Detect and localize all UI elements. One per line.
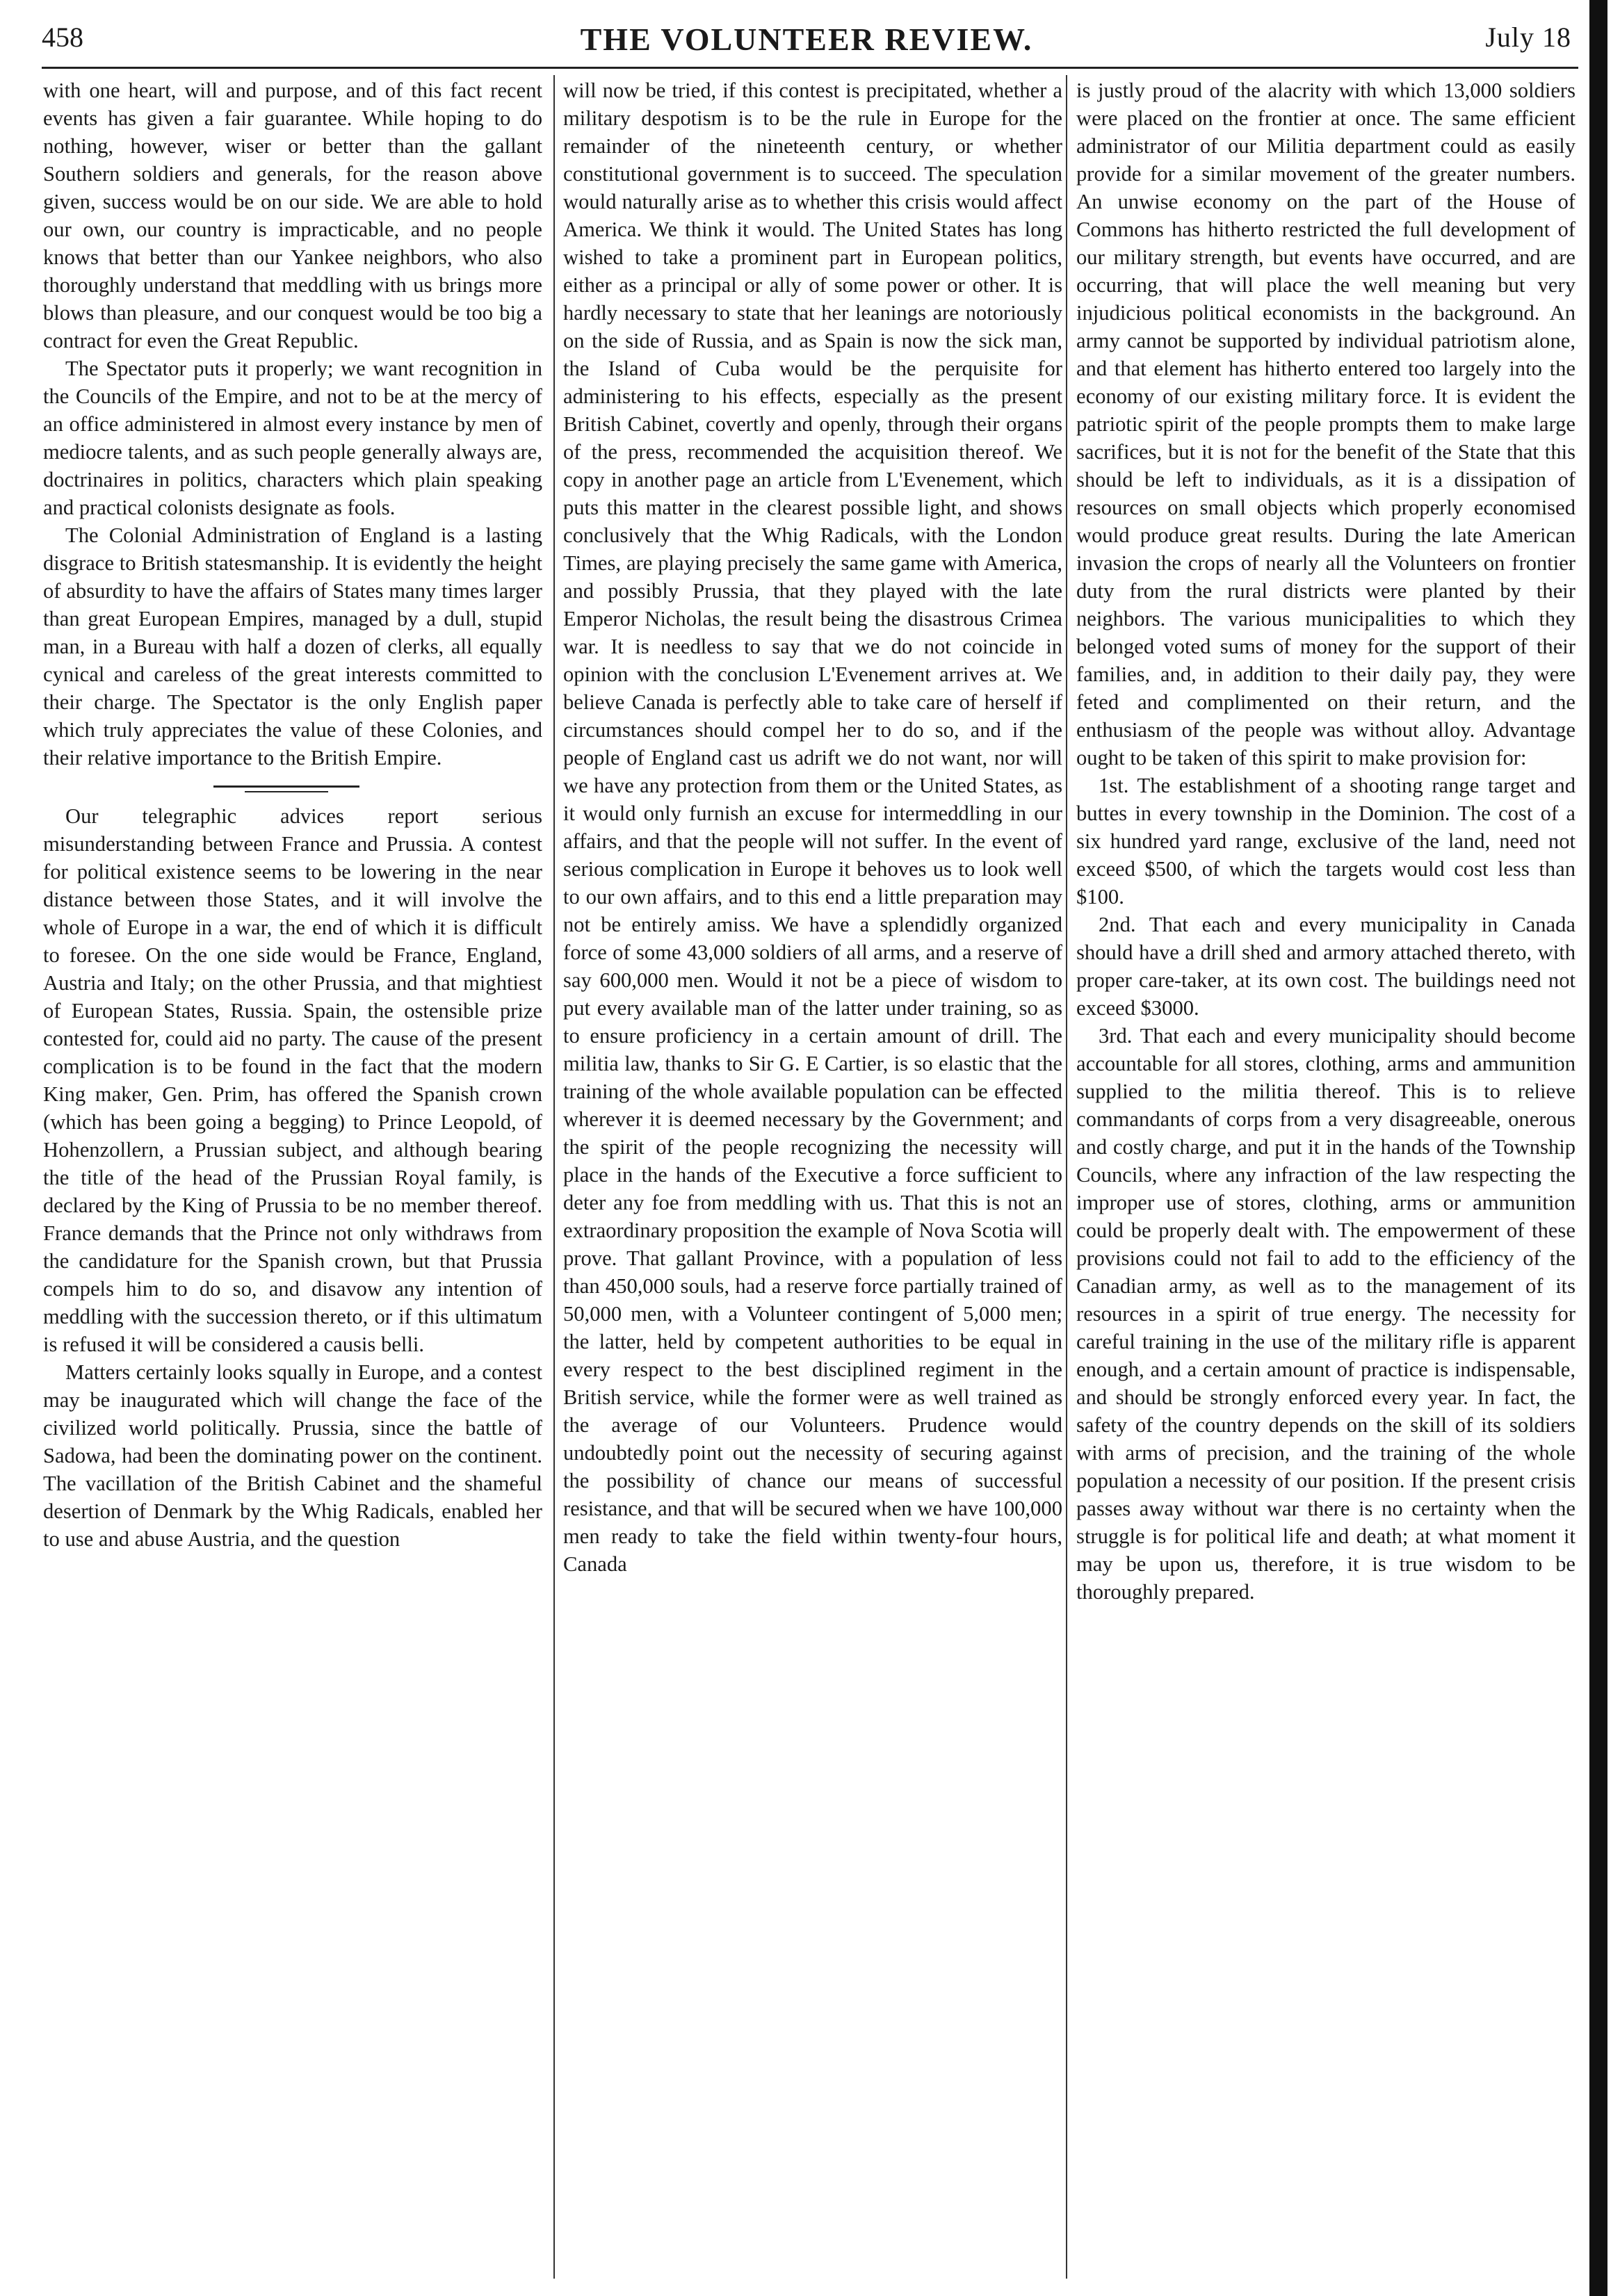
column-2 (563, 76, 1062, 2273)
article-paragraph: The Colonial Administration of England is a lasting disgrace to British statesmanship. It is evidently the height of absurdity to have the affairs of States many times larger than great European Empires, managed by a dull, stupid man, in a Bureau with half a dozen of clerks, all equally cynical and careless of the great interests committed to their charge. The Spectator is the only English paper which truly appreciates the value of these Colonies, and their relative importance to the British Empire. (43, 523, 542, 770)
column-1 (43, 76, 542, 2273)
list-item: 2nd. That each and every municipality in Canada should have a drill shed and armory attached thereto, with proper care-taker, at its own cost. The buildings need not exceed $3000. (1076, 913, 1576, 1020)
article-paragraph: will now be tried, if this contest is precipitated, whether a military despotism is to be the rule in Europe for the remainder of the nineteenth century, or whether constitutional government is to succeed. The speculation would naturally arise as to whether this crisis would affect America. We think it would. The United States has long wished to take a prominent part in European politics, either as a principal or ally of some power or other. It is hardly necessary to state that her leanings are notoriously on the side of Russia, and as Spain is now the sick man, the Island of Cuba would be the perquisite for administering to his effects, especially as the present British Cabinet, covertly and openly, through their organs of the press, recommended the acquisition thereof. We copy in another page an article from L'Evenement, which puts this matter in the clearest possible light, and shows conclusively that the Whig Radicals, with the London Times, are playing precisely the same game with America, and possibly Prussia, that they played with the late Emperor Nicholas, the result being the disastrous Crimea war. It is needless to say that we do not coincide in opinion with the conclusion L'Evenement arrives at. We believe Canada is perfectly able to take care of herself if circumstances should compel her to do so, and if the people of England cast us adrift we do not want, nor will we have any protection from them or the United States, as it would only furnish an excuse for intermeddling in our affairs, and that the people will not suffer. In the event of serious complication in Europe it behoves us to look well to our own affairs, and to this end a little preparation may not be entirely amiss. We have a splendidly organized force of some 43,000 soldiers of all arms, and a reserve of say 600,000 men. Would it not be a piece of wisdom to put every available man of the latter under training, so as to ensure proficiency in a certain amount of drill. The militia law, thanks to Sir G. E Cartier, is so elastic that the training of the whole available population can be effected wherever it is deemed necessary by the Government; and the spirit of the people recognizing the necessity will place in the hands of the Executive a force sufficient to deter any foe from meddling with us. That this is not an extraordinary proposition the example of Nova Scotia will prove. That gallant Province, with a population of less than 450,000 souls, had a reserve force partially trained of 50,000 men, with a Volunteer contingent of 5,000 men; the latter, held by competent authorities to be equal in every respect to the best disciplined regiment in the British service, while the former were as well trained as the average of our Volunteers. Prudence would undoubtedly point out the necessity of securing against the possibility of chance our means of successful resistance, and that will be secured when we have 100,000 men ready to take the field within twenty-four hours, Canada (563, 79, 1062, 1576)
article-paragraph: is justly proud of the alacrity with which 13,000 soldiers were placed on the frontier at once. The same efficient administrator of our Militia department could as easily provide for a similar movement of the greater numbers. An unwise economy on the part of the House of Commons has hitherto restricted the full development of our military strength, but events have occurred, and are occurring, that will place the well meaning but very injudicious political economists in the background. An army cannot be supported by individual patriotism alone, and that element has hitherto entered too largely into the economy of our existing military force. It is evident the patriotic spirit of the people prompts them to make large sacrifices, but it is not for the benefit of the State that this should be left to individuals, as it is a dissipation of resources on small objects which properly economised would produce great results. During the late American invasion the crops of nearly all the Volunteers on frontier duty from the rural districts were planted by their neighbors. The various municipalities to which they belonged voted sums of money for the support of their families, and, in addition to their daily pay, they were feted and complimented on their return, and the enthusiasm of the people was without alloy. Advantage ought to be taken of this spirit to make provision for: (1076, 79, 1576, 770)
article-paragraph: with one heart, will and purpose, and of this fact recent events has given a fair guarantee. While hoping to do nothing, however, wiser or better than the gallant Southern soldiers and generals, for the reason above given, success would be on our side. We are able to hold our own, our country is impracticable, and no people knows that better than our Yankee neighbors, who also thoroughly understand that meddling with us brings more blows than pleasure, and our conquest would be too big a contract for even the Great Republic. (43, 79, 542, 352)
article-paragraph: Matters certainly looks squally in Europe, and a contest may be inaugurated which will change the face of the civilized world politically. Prussia, since the battle of Sadowa, had been the dominating power on the continent. The vacillation of the British Cabinet and the shameful desertion of Denmark by the Whig Radicals, enabled her to use and abuse Austria, and the question (43, 1360, 542, 1551)
article-paragraph: The Spectator puts it properly; we want recognition in the Councils of the Empire, and not to be at the mercy of an office administered in almost every instance by men of mediocre talents, and as such people generally always are, doctrinaires in politics, characters which plain speaking and practical colonists designate as fools. (43, 357, 542, 519)
issue-date: July 18 (1485, 22, 1571, 53)
article-paragraph: Our telegraphic advices report serious misunderstanding between France and Prussia. A contest for political existence seems to be lowering in the near distance between those States, and it will involve the whole of Europe in a war, the end of which it is difficult to foresee. On the one side would be France, England, Austria and Italy; on the other Prussia, and that mightiest of European States, Russia. Spain, the ostensible prize contested for, could aid no party. The cause of the present complication is to be found in the fact that the modern King maker, Gen. Prim, has offered the Spanish crown (which has been going a begging) to Prince Leopold, of Hohenzollern, a Prussian subject, and although bearing the title of the head of the Prussian Royal family, is declared by the King of Prussia to be no member thereof. France demands that the Prince not only withdraws from the candidature for the Spanish crown, but that Prussia compels him to do so, and disavow any intention of meddling with the succession thereto, or if this ultimatum is refused it will be considered a causis belli. (43, 804, 542, 1356)
article-separator (43, 772, 542, 802)
list-item: 1st. The establishment of a shooting range target and buttes in every township in the Dominion. The cost of a six hundred yard range, exclusive of the land, need not exceed $500, of which the targets would cost less than $100. (1076, 774, 1576, 909)
publication-title: THE VOLUNTEER REVIEW. (580, 22, 1033, 57)
column-rule (553, 75, 555, 2279)
page-number: 458 (42, 22, 83, 53)
column-rule (1066, 75, 1067, 2279)
page-edge-shadow (1589, 0, 1607, 2296)
header-rule (42, 67, 1578, 69)
list-item: 3rd. That each and every municipality should become accountable for all stores, clothing, arms and ammunition supplied to the militia thereof. This is to relieve commandants of corps from a very disagreeable, onerous and costly charge, and put it in the hands of the Township Councils, where any infraction of the law respecting the improper use of stores, clothing, arms or ammunition could be properly dealt with. The empowerment of these provisions could not fail to add to the efficiency of the Canadian army, as well as to the management of its resources in a spirit of true energy. The necessity for careful training in the use of the military rifle is apparent enough, and a certain amount of practice is indispensable, and should be strongly enforced every year. In fact, the safety of the country depends on the skill of its soldiers with arms of precision, and the training of the whole population a necessity of our position. If the present crisis passes away without war there is no certainty when the struggle is for political life and death; at what moment it may be upon us, therefore, it is true wisdom to be thoroughly prepared. (1076, 1024, 1576, 1604)
column-3 (1076, 76, 1576, 2273)
